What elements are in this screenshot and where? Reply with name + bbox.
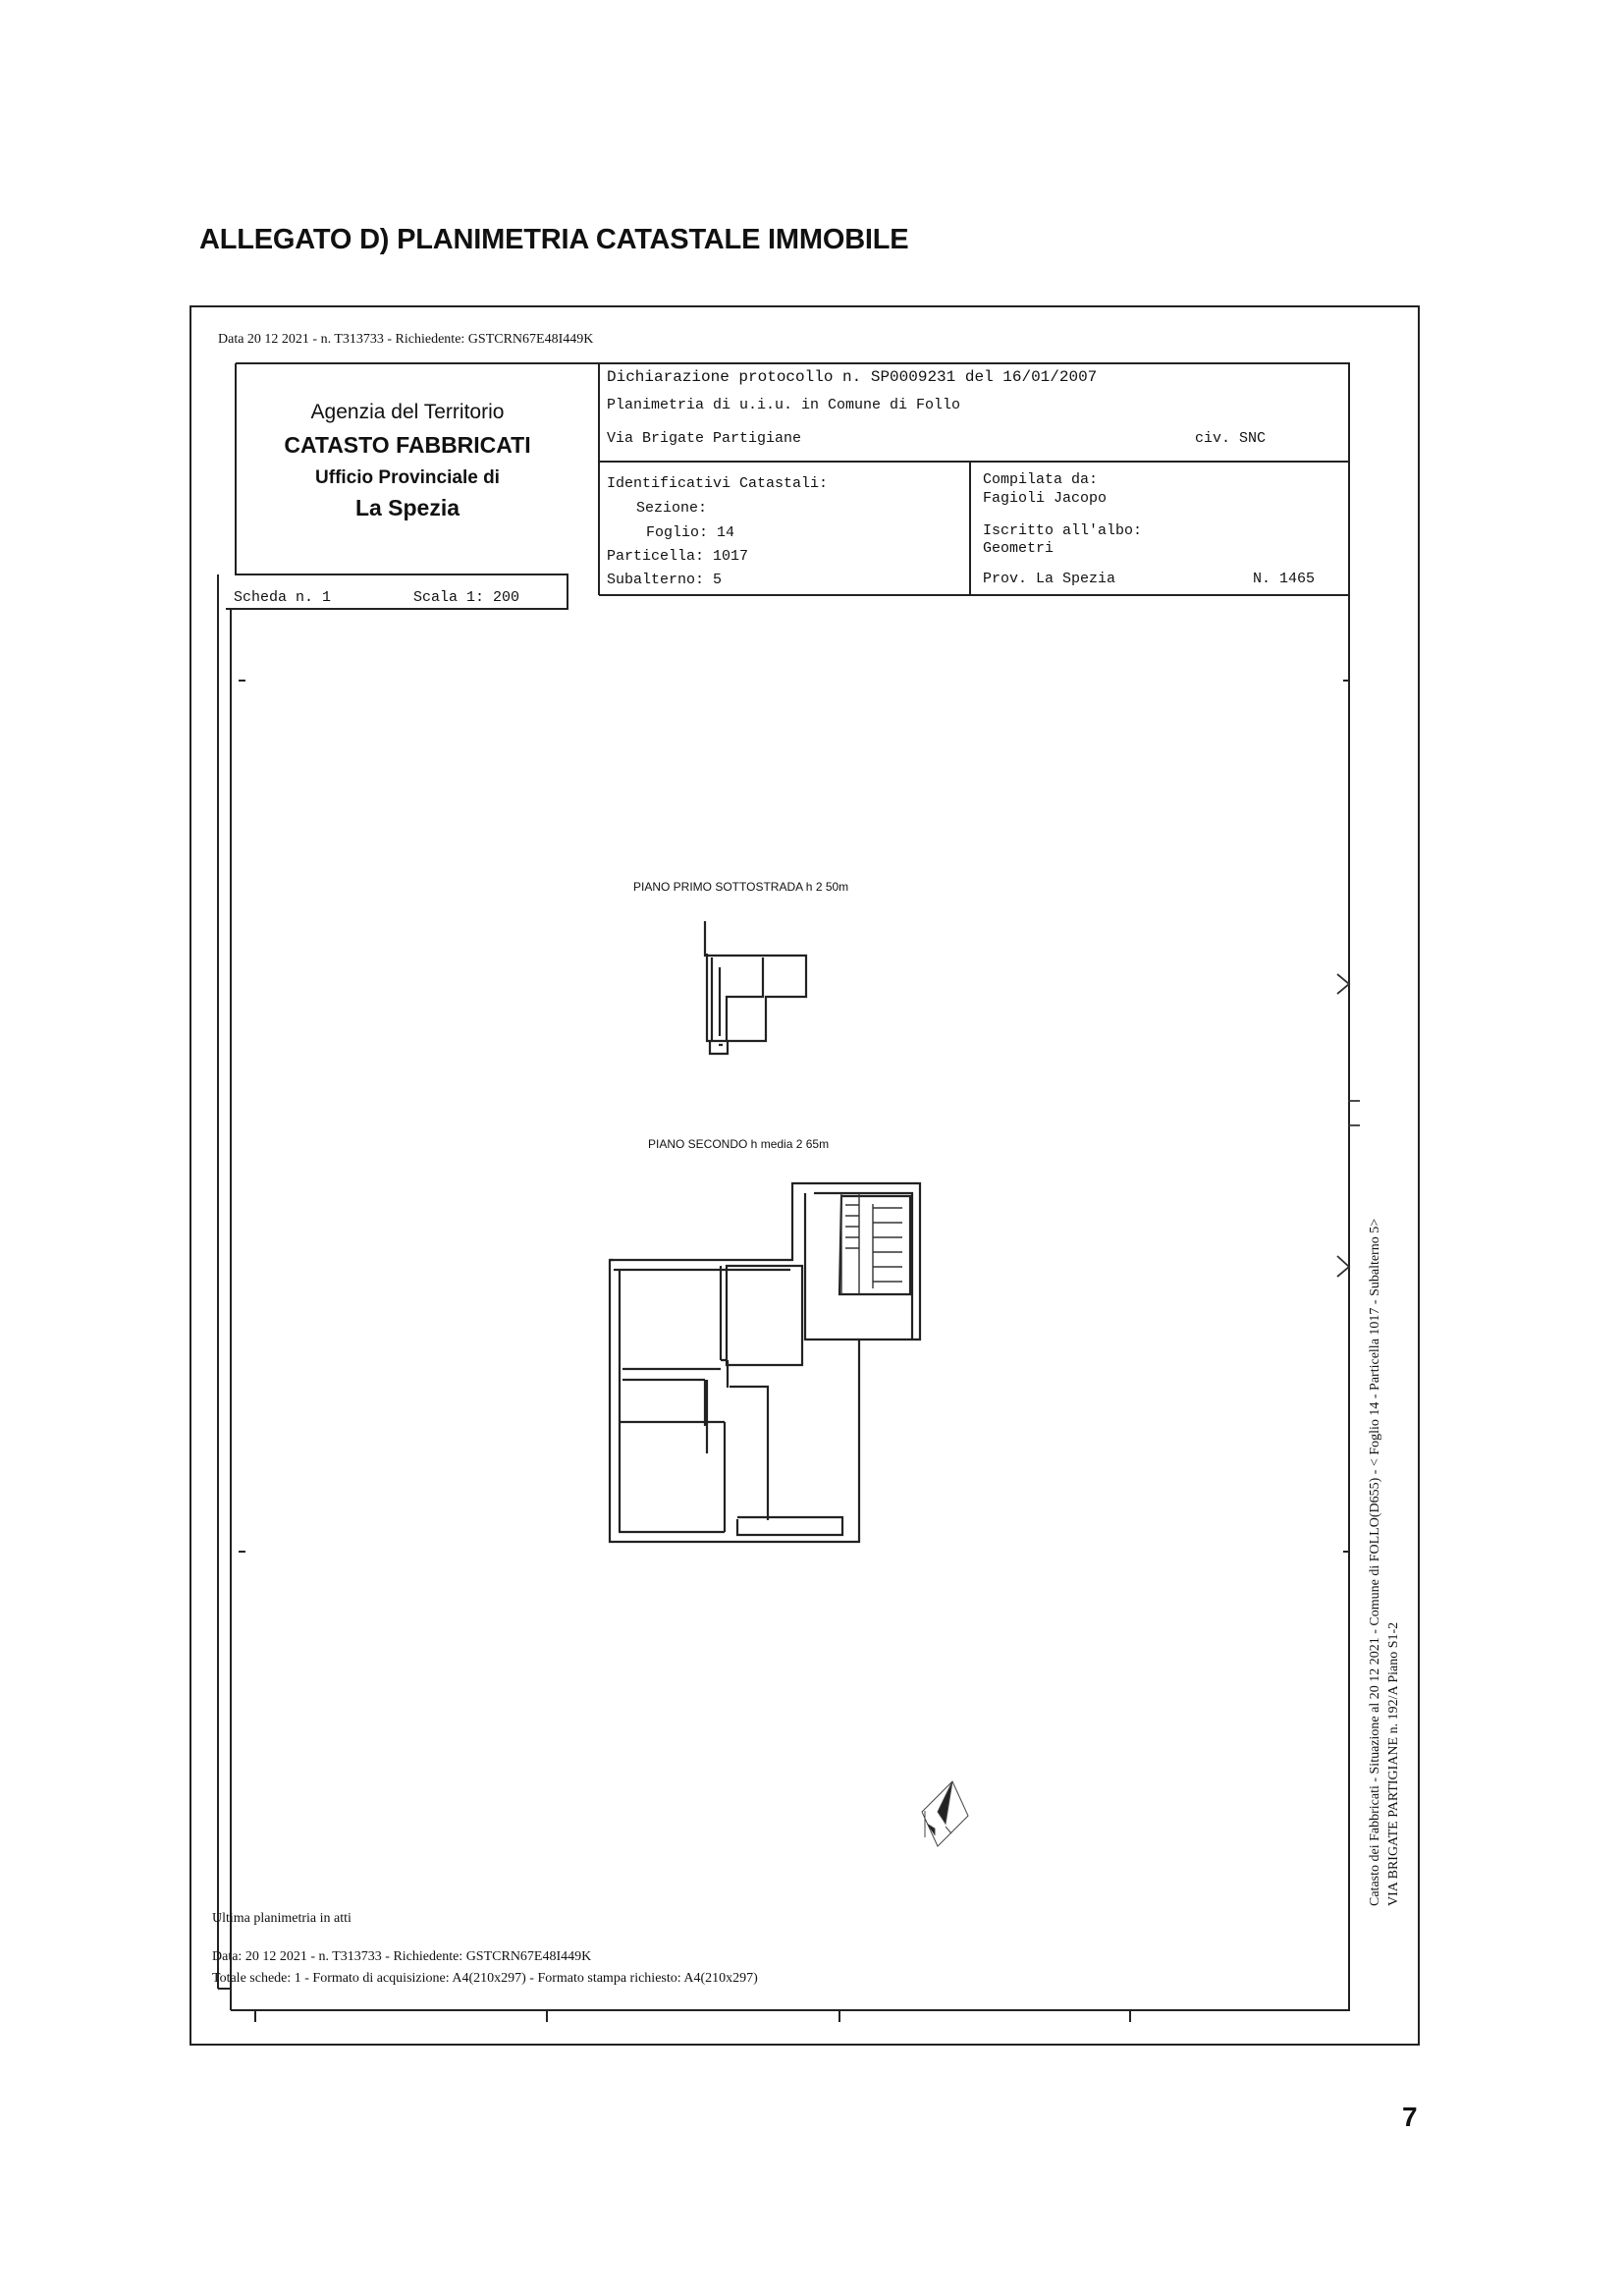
sheet-format-line: Totale schede: 1 - Formato di acquisizione: A4(210x297) - Formato stampa richiesto: A4(210x297) bbox=[212, 1971, 758, 1986]
stair-lines bbox=[841, 1193, 902, 1294]
first-basement-label: PIANO PRIMO SOTTOSTRADA h 2 50m bbox=[633, 880, 849, 894]
drawing-border bbox=[231, 363, 1349, 2010]
subunit-field: Subalterno: 5 bbox=[607, 572, 723, 588]
register-number: N. 1465 bbox=[1253, 571, 1316, 587]
scheda-number: Scheda n. 1 bbox=[234, 589, 332, 606]
provincial-office: Ufficio Provinciale di bbox=[315, 467, 500, 488]
civic-number: civ. SNC bbox=[1195, 430, 1267, 447]
page-number: 7 bbox=[1402, 2102, 1418, 2132]
register-value: Geometri bbox=[983, 540, 1055, 557]
planimetry-location: Planimetria di u.i.u. in Comune di Follo bbox=[607, 397, 961, 413]
side-frame-lines bbox=[231, 609, 1349, 2010]
agency-territory: Agenzia del Territorio bbox=[310, 401, 505, 423]
compiler-name: Fagioli Jacopo bbox=[983, 490, 1108, 507]
parcel-field: Particella: 1017 bbox=[607, 548, 749, 565]
north-arrow bbox=[922, 1781, 968, 1846]
cadastral-identifiers-title: Identificativi Catastali: bbox=[607, 475, 829, 492]
left-offset-line bbox=[218, 574, 231, 1989]
side-cadastral-status: Catasto dei Fabbricati - Situazione al 20 12 2021 - Comune di FOLLO(D655) - < Foglio 14 - Particella 1017 - Subalterno 5> bbox=[1368, 1218, 1382, 1906]
footer-request-line: Data: 20 12 2021 - n. T313733 - Richiedente: GSTCRN67E48I449K bbox=[212, 1949, 592, 1964]
office-location: La Spezia bbox=[354, 495, 460, 520]
second-floor-label: PIANO SECONDO h media 2 65m bbox=[648, 1137, 830, 1151]
section-field: Sezione: bbox=[636, 500, 708, 517]
declaration-protocol: Dichiarazione protocollo n. SP0009231 del 16/01/2007 bbox=[607, 368, 1098, 386]
province-field: Prov. La Spezia bbox=[983, 571, 1116, 587]
register-label: Iscritto all'albo: bbox=[983, 522, 1143, 539]
top-request-line: Data 20 12 2021 - n. T313733 - Richiedente: GSTCRN67E48I449K bbox=[218, 332, 594, 347]
first-basement-plan bbox=[705, 921, 806, 1054]
sheet-field: Foglio: 14 bbox=[646, 524, 735, 541]
side-address: VIA BRIGATE PARTIGIANE n. 192/A Piano S1-2 bbox=[1386, 1621, 1401, 1906]
side-arrows bbox=[1337, 974, 1349, 1277]
catasto-fabbricati: CATASTO FABBRICATI bbox=[284, 432, 531, 458]
compiled-by-label: Compilata da: bbox=[983, 471, 1099, 488]
last-plan-note: Ultima planimetria in atti bbox=[212, 1911, 352, 1926]
street-address: Via Brigate Partigiane bbox=[607, 430, 802, 447]
plan-scale: Scala 1: 200 bbox=[413, 589, 520, 606]
page-heading: ALLEGATO D) PLANIMETRIA CATASTALE IMMOBILE bbox=[199, 224, 909, 255]
